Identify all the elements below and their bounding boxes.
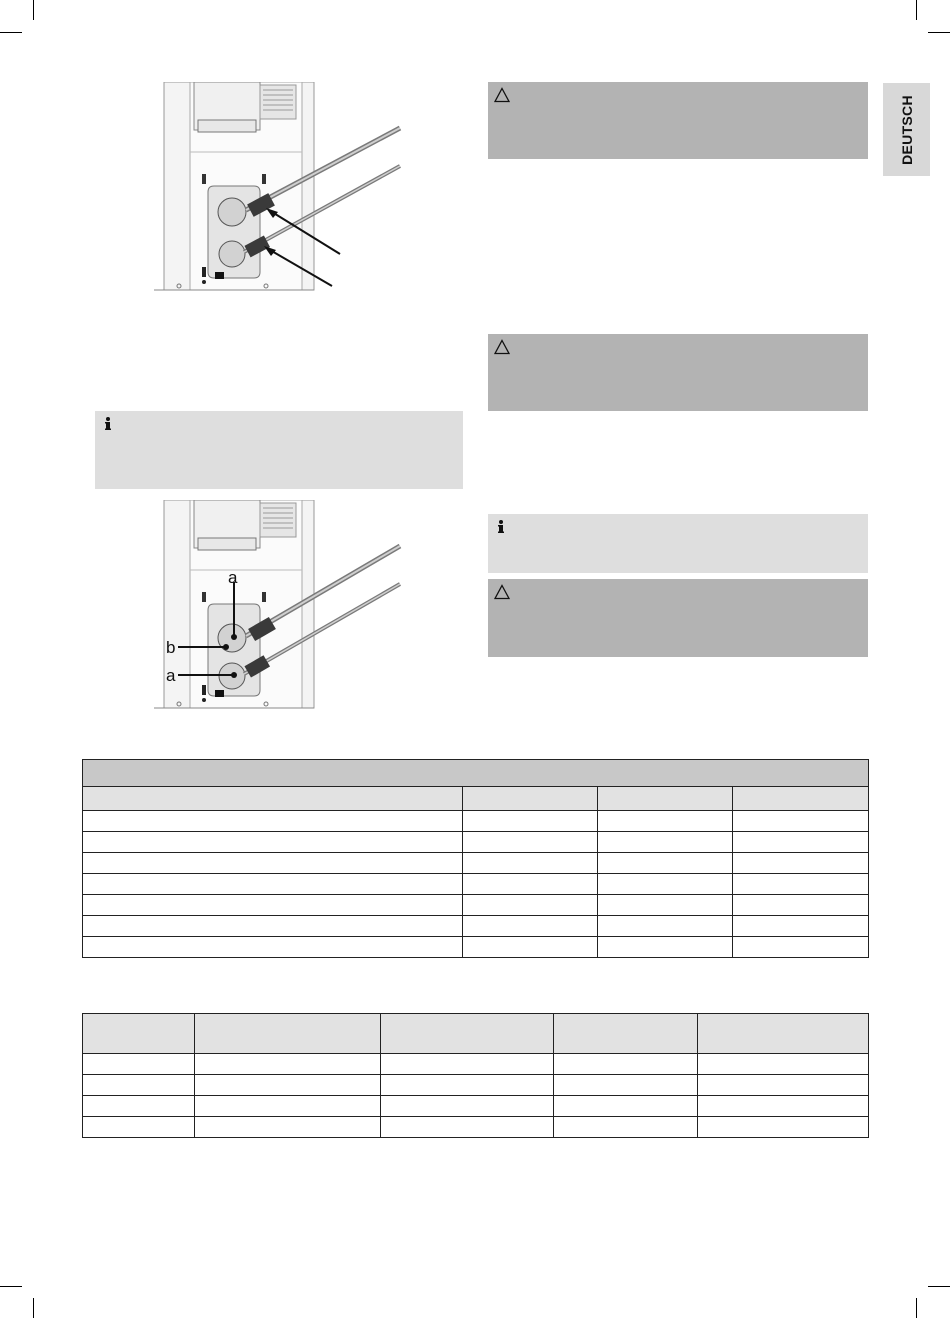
table-torque-specs [82, 1013, 869, 1138]
crop-mark [916, 1298, 917, 1318]
warning-box-3 [488, 579, 868, 657]
table-row [83, 832, 869, 853]
outdoor-unit-figure-bottom [154, 500, 404, 712]
warning-box-1 [488, 82, 868, 159]
crop-mark [33, 1298, 34, 1318]
table-title-cell [83, 760, 869, 787]
info-icon [494, 519, 510, 535]
table-pipe-specs [82, 759, 869, 958]
table-header-cell [463, 787, 598, 811]
figure-label-b: b [166, 638, 176, 657]
crop-mark [33, 0, 34, 20]
table-header-cell [381, 1014, 554, 1054]
table-header-cell [733, 787, 869, 811]
table-row [83, 1054, 869, 1075]
crop-mark [928, 32, 950, 33]
language-tab [883, 83, 930, 176]
outdoor-unit-illustration-labeled [154, 500, 404, 712]
table-row [83, 811, 869, 832]
table-row [83, 853, 869, 874]
crop-mark [916, 0, 917, 20]
table-header-cell [195, 1014, 381, 1054]
warning-triangle-icon [494, 339, 510, 355]
table-row [83, 916, 869, 937]
warning-triangle-icon [494, 584, 510, 600]
outdoor-unit-illustration [154, 82, 404, 294]
table-row [83, 895, 869, 916]
table-row [83, 1075, 869, 1096]
table-header-cell [698, 1014, 869, 1054]
table-header-cell [598, 787, 733, 811]
warning-triangle-icon [494, 87, 510, 103]
figure-label-a-bottom: a [166, 666, 176, 685]
info-icon [101, 416, 117, 432]
crop-mark [0, 1286, 22, 1287]
crop-mark [0, 32, 22, 33]
table-row [83, 874, 869, 895]
table-row [83, 1117, 869, 1138]
crop-mark [928, 1286, 950, 1287]
table-header-cell [83, 1014, 195, 1054]
language-tab-label: DEUTSCH [898, 94, 915, 165]
info-box-left [95, 411, 463, 489]
table-header-row [83, 787, 869, 811]
table-title-row [83, 760, 869, 787]
figure-label-a-top: a [228, 568, 238, 587]
table-header-row [83, 1014, 869, 1054]
outdoor-unit-figure-top [154, 82, 404, 294]
table-row [83, 937, 869, 958]
info-box-right [488, 514, 868, 573]
warning-box-2 [488, 334, 868, 411]
table-header-cell [83, 787, 463, 811]
table-header-cell [554, 1014, 698, 1054]
table-row [83, 1096, 869, 1117]
